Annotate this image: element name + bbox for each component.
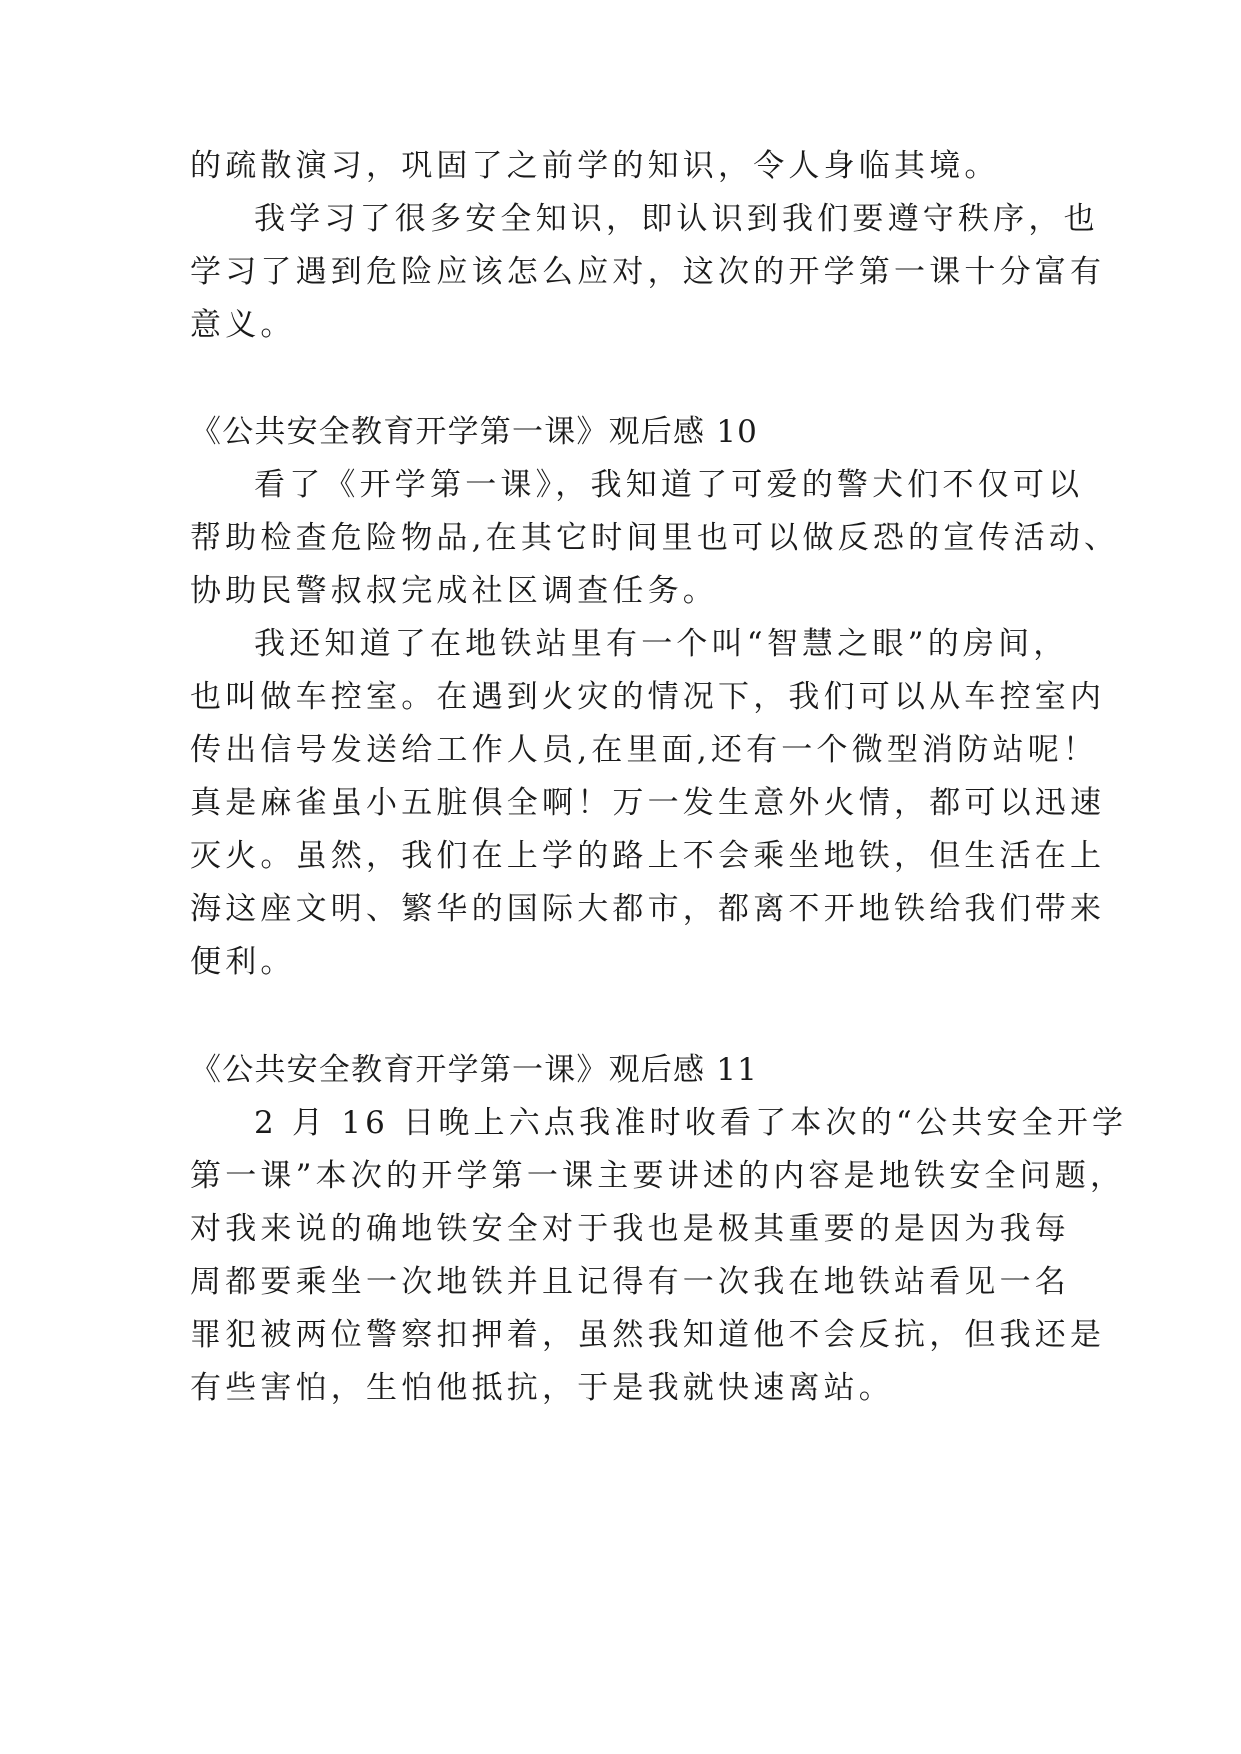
paragraph-line: 也叫做车控室。在遇到火灾的情况下，我们可以从车控室内: [190, 679, 1106, 715]
paragraph-line: 帮助检查危险物品,在其它时间里也可以做反恐的宣传活动、: [190, 520, 1120, 556]
paragraph-line: 罪犯被两位警察扣押着，虽然我知道他不会反抗，但我还是: [190, 1317, 1106, 1353]
paragraph-line: 第一课”本次的开学第一课主要讲述的内容是地铁安全问题，: [190, 1158, 1126, 1194]
paragraph-line: 海这座文明、繁华的国际大都市，都离不开地铁给我们带来: [190, 891, 1106, 927]
paragraph-line: 我学习了很多安全知识，即认识到我们要遵守秩序，也: [254, 201, 1099, 237]
paragraph-line: 对我来说的确地铁安全对于我也是极其重要的是因为我每: [190, 1211, 1070, 1247]
paragraph-line: 2 月 16 日晚上六点我准时收看了本次的“公共安全开学: [254, 1105, 1128, 1141]
paragraph-line: 的疏散演习，巩固了之前学的知识，令人身临其境。: [190, 148, 1000, 184]
paragraph-line: 协助民警叔叔完成社区调查任务。: [190, 573, 718, 609]
paragraph-line: 意义。: [190, 307, 296, 343]
paragraph-line: 我还知道了在地铁站里有一个叫“智慧之眼”的房间，: [254, 626, 1069, 662]
paragraph-line: 有些害怕，生怕他抵抗，于是我就快速离站。: [190, 1370, 894, 1406]
paragraph-line: 灭火。虽然，我们在上学的路上不会乘坐地铁，但生活在上: [190, 838, 1106, 874]
paragraph-line: 真是麻雀虽小五脏俱全啊！万一发生意外火情，都可以迅速: [190, 785, 1106, 821]
paragraph-line: 学习了遇到危险应该怎么应对，这次的开学第一课十分富有: [190, 254, 1106, 290]
paragraph-line: 看了《开学第一课》，我知道了可爱的警犬们不仅可以: [254, 467, 1084, 503]
paragraph-line: 便利。: [190, 944, 296, 980]
section-heading: 《公共安全教育开学第一课》观后感 11: [190, 1052, 759, 1088]
paragraph-line: 周都要乘坐一次地铁并且记得有一次我在地铁站看见一名: [190, 1264, 1070, 1300]
paragraph-line: 传出信号发送给工作人员,在里面,还有一个微型消防站呢！: [190, 732, 1099, 768]
section-heading: 《公共安全教育开学第一课》观后感 10: [190, 414, 759, 450]
